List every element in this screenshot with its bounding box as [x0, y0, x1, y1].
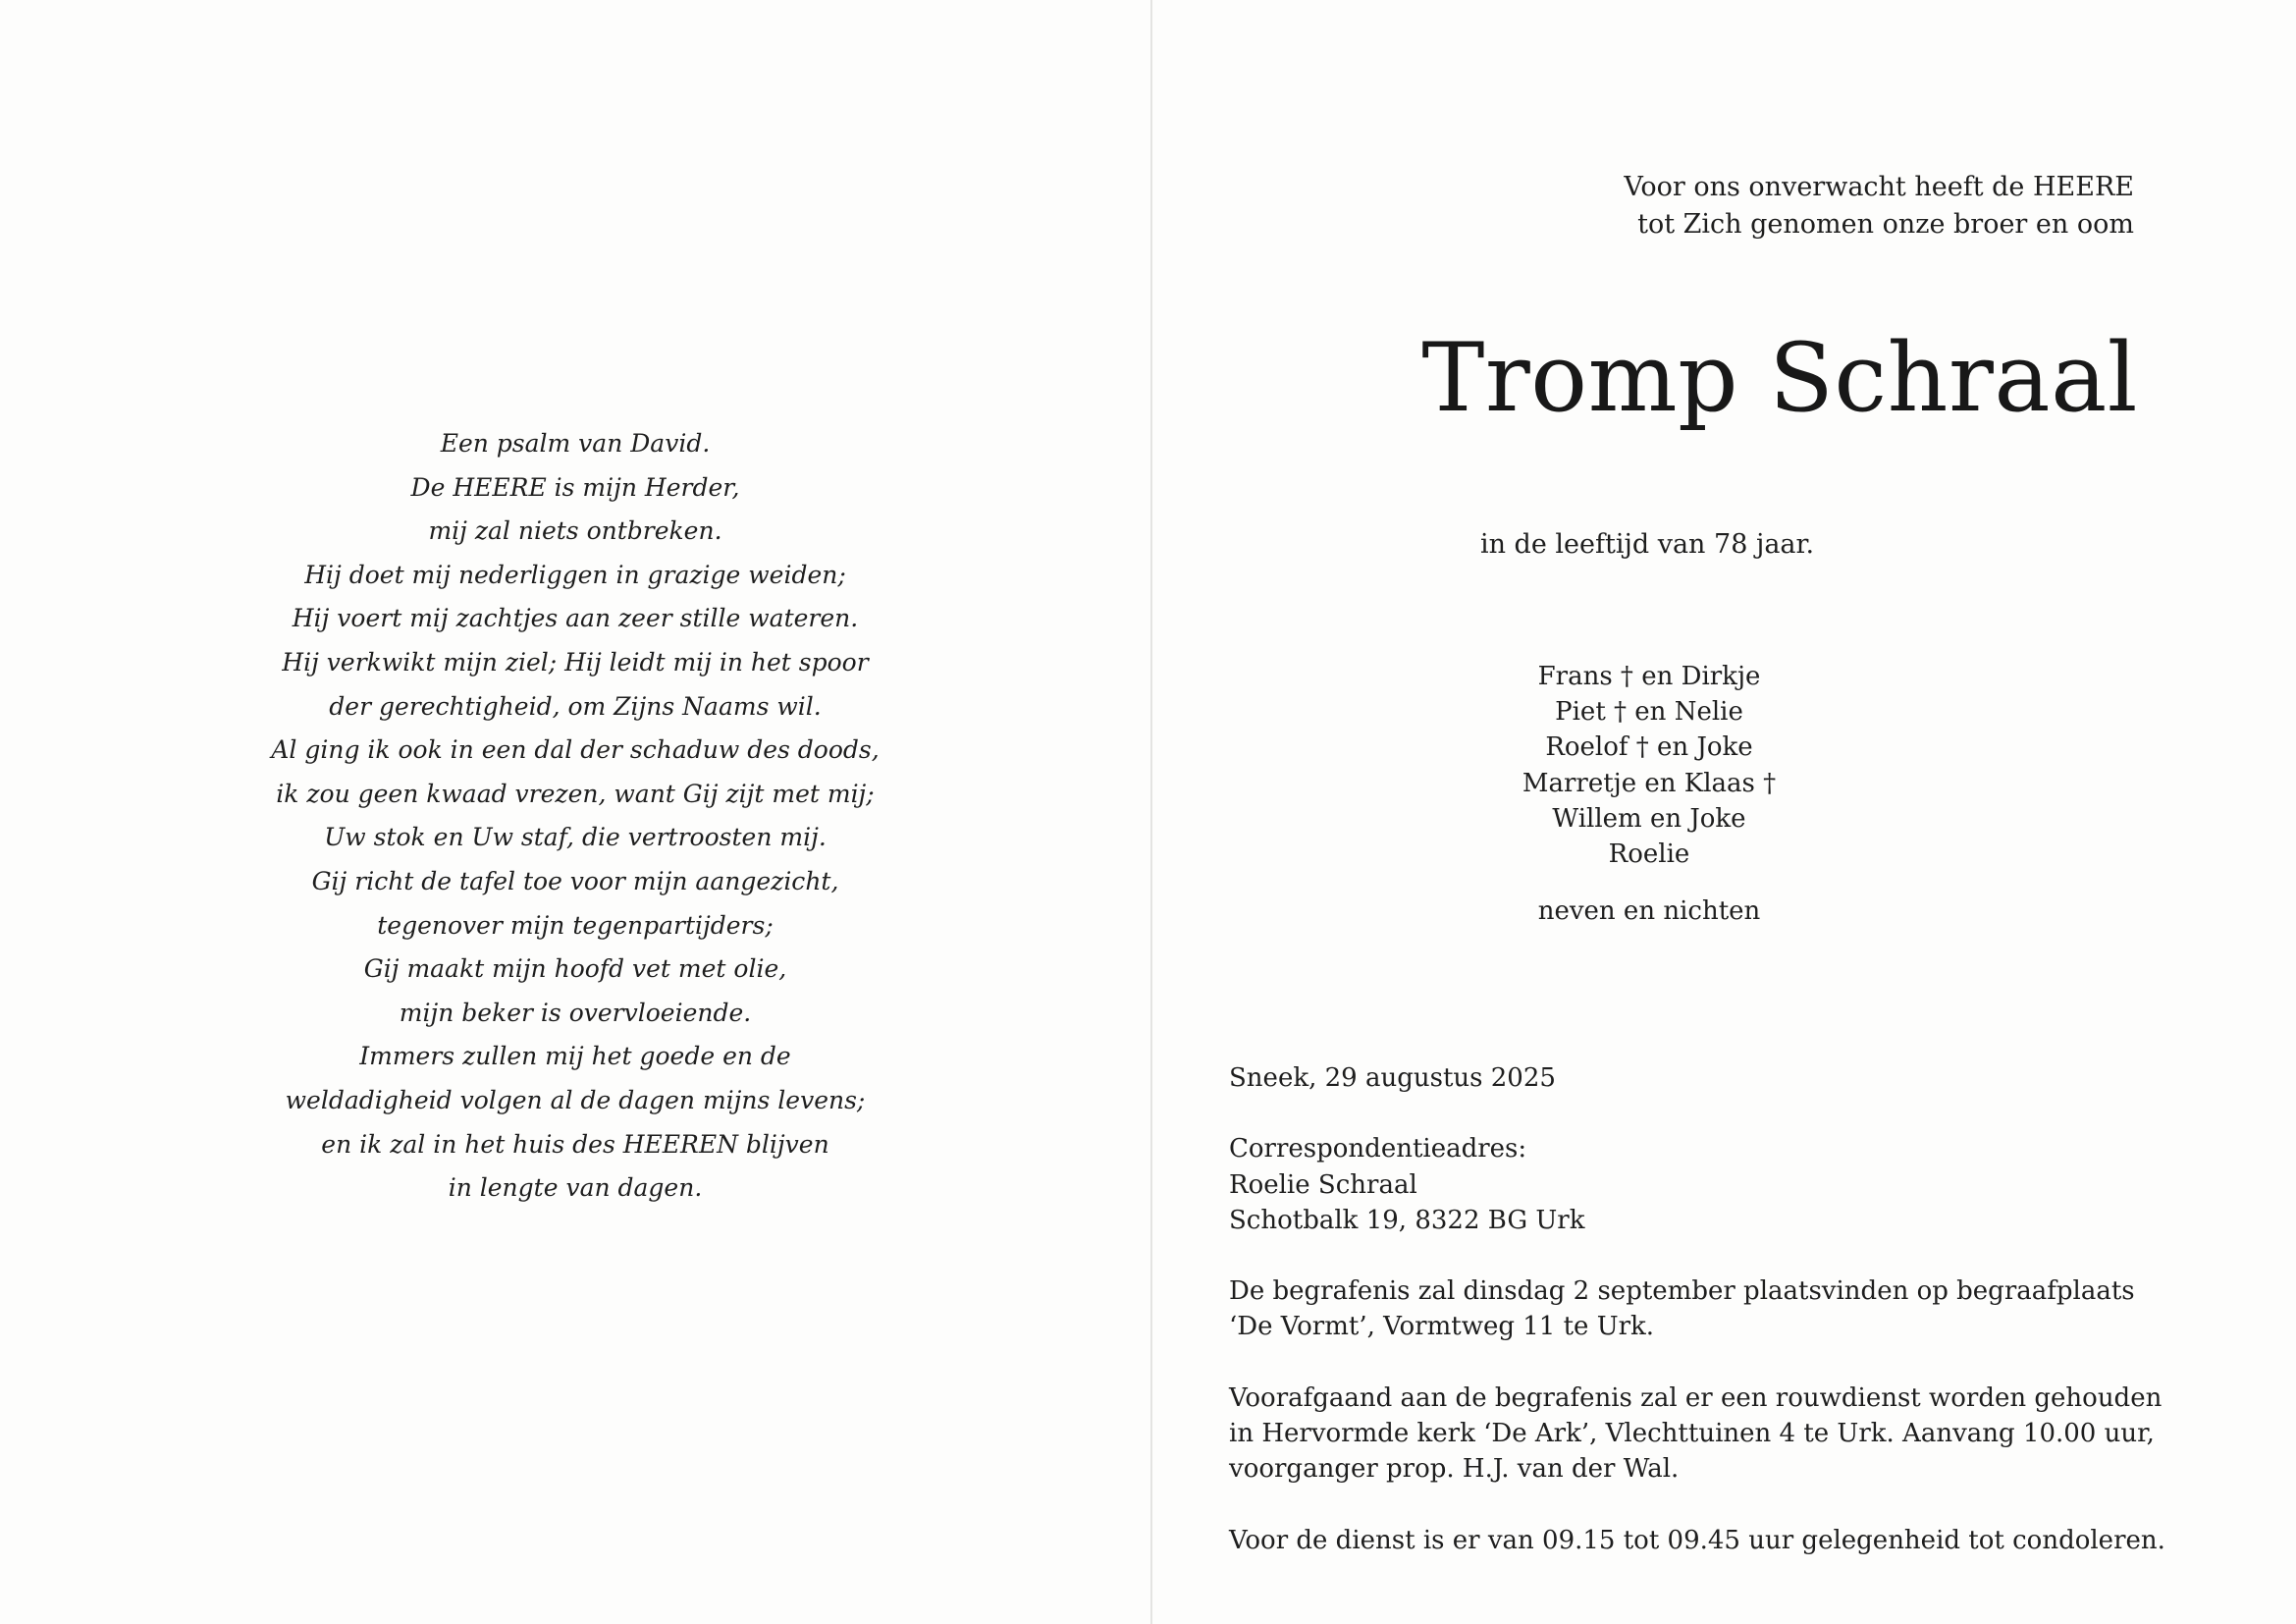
psalm-line: Al ging ik ook in een dal der schaduw des doods, — [271, 735, 880, 765]
psalm-line: Gij richt de tafel toe voor mijn aangezicht, — [311, 866, 839, 895]
psalm-line: Uw stok en Uw staf, die vertroosten mij. — [324, 823, 827, 852]
correspondence-block — [1229, 1131, 2211, 1238]
funeral-line: De begrafenis zal dinsdag 2 september plaatsvinden op begraafplaats — [1229, 1276, 2135, 1307]
psalm-line: Immers zullen mij het goede en de — [359, 1042, 791, 1071]
place-date: Sneek, 29 augustus 2025 — [1229, 1063, 1556, 1093]
relatives-list — [1152, 659, 2146, 872]
relative-entry: Marretje en Klaas † — [1522, 768, 1777, 798]
psalm-23-text — [177, 422, 974, 1211]
psalm-line: weldadigheid volgen al de dagen mijns levens; — [285, 1085, 866, 1114]
funeral-details — [1229, 1060, 2211, 1594]
service-line: in Hervormde kerk ‘De Ark’, Vlechttuinen 4 te Urk. Aanvang 10.00 uur, — [1229, 1418, 2155, 1448]
condolence-block — [1229, 1523, 2211, 1558]
correspondence-label: Correspondentieadres: — [1229, 1134, 1527, 1164]
psalm-line: Een psalm van David. — [440, 429, 711, 458]
correspondence-address: Schotbalk 19, 8322 BG Urk — [1229, 1205, 1585, 1235]
psalm-line: in lengte van dagen. — [448, 1173, 703, 1203]
funeral-line: ‘De Vormt’, Vormtweg 11 te Urk. — [1229, 1312, 1655, 1342]
service-block — [1229, 1380, 2211, 1488]
correspondence-name: Roelie Schraal — [1229, 1169, 1417, 1200]
psalm-line: tegenover mijn tegenpartijders; — [377, 910, 774, 940]
intro-line: tot Zich genomen onze broer en oom — [1637, 209, 2134, 240]
relative-entry: Piet † en Nelie — [1555, 697, 1743, 728]
intro-line: Voor ons onverwacht heeft de HEERE — [1624, 172, 2134, 202]
relative-entry: Roelie — [1608, 839, 1690, 870]
age-line: in de leeftijd van 78 jaar. — [1479, 529, 1815, 560]
psalm-line: Hij verkwikt mijn ziel; Hij leidt mij in het spoor — [282, 647, 869, 677]
psalm-line: der gerechtigheid, om Zijns Naams wil. — [329, 691, 822, 721]
funeral-block — [1229, 1273, 2211, 1344]
announcement-intro — [1152, 169, 2134, 244]
psalm-line: Hij voert mij zachtjes aan zeer stille wateren. — [292, 604, 859, 633]
service-line: Voorafgaand aan de begrafenis zal er een rouwdienst worden gehouden — [1229, 1382, 2163, 1413]
neven-en-nichten: neven en nichten — [1537, 896, 1761, 926]
relative-entry: Roelof † en Joke — [1545, 732, 1753, 763]
psalm-line: en ik zal in het huis des HEEREN blijven — [321, 1129, 829, 1159]
place-date-block — [1229, 1060, 2211, 1096]
psalm-line: ik zou geen kwaad vrezen, want Gij zijt met mij; — [276, 779, 875, 808]
relative-entry: Frans † en Dirkje — [1537, 662, 1761, 691]
psalm-line: De HEERE is mijn Herder, — [410, 472, 740, 502]
psalm-line: Hij doet mij nederliggen in grazige weiden; — [304, 560, 846, 589]
condolence-line: Voor de dienst is er van 09.15 tot 09.45 uur gelegenheid tot condoleren. — [1229, 1525, 2165, 1555]
psalm-line: mij zal niets ontbreken. — [428, 516, 722, 546]
deceased-name: Tromp Schraal — [1421, 323, 2138, 433]
psalm-line: mijn beker is overvloeiende. — [399, 998, 752, 1027]
relative-entry: Willem en Joke — [1552, 803, 1746, 834]
psalm-line: Gij maakt mijn hoofd vet met olie, — [363, 954, 787, 984]
right-page — [1152, 0, 2296, 1624]
service-line: voorganger prop. H.J. van der Wal. — [1229, 1454, 1680, 1485]
